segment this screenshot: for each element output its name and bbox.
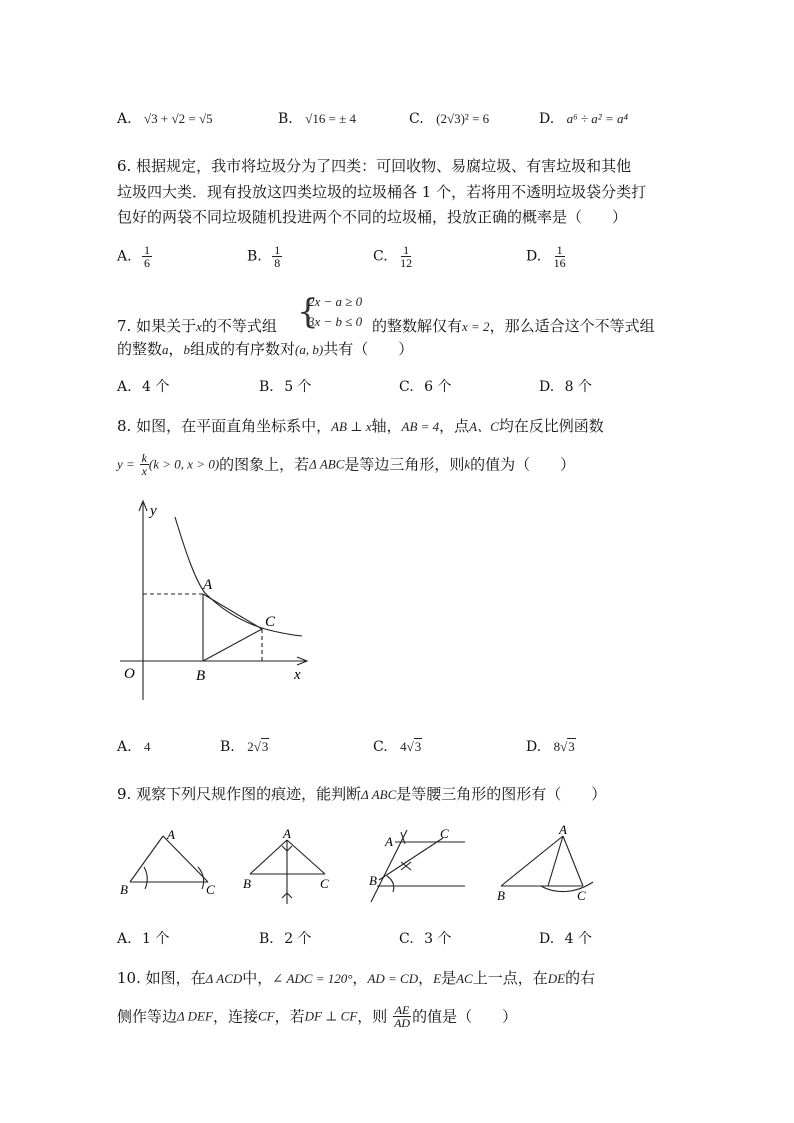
math: A、C xyxy=(469,419,499,434)
fraction-denominator: 8 xyxy=(274,256,281,270)
label-c: C xyxy=(440,826,449,841)
math: k xyxy=(464,456,471,472)
q7-option-d xyxy=(539,378,592,396)
fraction-numerator: 1 xyxy=(403,243,410,257)
option-label: C. xyxy=(399,379,414,395)
q6-option-a xyxy=(117,244,152,269)
function-lhs: y = xyxy=(117,456,135,472)
arc-cross-mark xyxy=(401,862,411,870)
text: 均在反比例函数 xyxy=(498,417,604,435)
option-coef: 4 xyxy=(400,739,407,754)
text: ，点 xyxy=(439,417,470,435)
text: ， xyxy=(418,969,434,987)
math: AB = 4 xyxy=(401,419,440,434)
option-label: B. xyxy=(259,379,274,395)
q7-system-line-1: 2x − a ≥ 0 xyxy=(308,294,363,309)
option-text: 6 个 xyxy=(424,379,452,395)
text: 的整数解仅有 xyxy=(372,317,463,335)
var: a xyxy=(162,342,169,357)
label-c: C xyxy=(265,614,276,630)
text: 是等边三角形，则 xyxy=(344,455,465,474)
option-label: C. xyxy=(373,739,388,755)
option-text: 5 个 xyxy=(284,379,312,395)
option-fraction xyxy=(142,244,152,269)
q8-option-c xyxy=(373,738,422,756)
text: 的右 xyxy=(565,969,596,987)
system-brace: { xyxy=(297,292,319,332)
option-label: B. xyxy=(220,739,235,755)
q9-option-a xyxy=(117,930,169,948)
q9-option-d xyxy=(539,930,592,948)
option-text: 8 个 xyxy=(564,379,592,395)
option-label: C. xyxy=(409,111,424,127)
q5-option-d xyxy=(539,110,628,128)
math: Δ DEF xyxy=(177,1008,213,1024)
text: 8. 如图，在平面直角坐标系中， xyxy=(117,417,332,435)
radicand: 3 xyxy=(261,739,269,754)
text: 9. 观察下列尺规作图的痕迹，能判断 xyxy=(117,785,362,803)
text: ，那么适合这个不等式组 xyxy=(489,317,655,335)
option-label: D. xyxy=(539,379,555,395)
side-ac xyxy=(163,836,208,882)
q10-line-2 xyxy=(117,1004,517,1029)
option-label: D. xyxy=(526,739,542,755)
q8-option-b xyxy=(220,738,269,756)
option-fraction xyxy=(272,244,282,269)
option-coef: 4 xyxy=(144,739,151,754)
label-o: O xyxy=(124,666,135,682)
label-x: x xyxy=(294,667,301,683)
ratio-fraction xyxy=(392,1004,412,1029)
q9-figure-3 xyxy=(365,822,470,906)
option-fraction xyxy=(398,244,414,269)
label-b: B xyxy=(120,882,128,897)
q9-line-1 xyxy=(117,784,606,805)
text: 中， xyxy=(242,969,273,987)
arc-mark-b xyxy=(387,876,394,892)
option-expr: a⁶ ÷ a² = a⁴ xyxy=(566,111,628,126)
option-expr: (2√3)² = 6 xyxy=(436,111,490,126)
option-label: B. xyxy=(247,248,262,265)
label-b: B xyxy=(243,876,251,891)
hyperbola-curve xyxy=(175,517,302,636)
option-expr: √16 = ± 4 xyxy=(305,111,357,126)
option-label: B. xyxy=(259,931,274,947)
arc-mark-b xyxy=(144,867,147,889)
option-expr: √3 + √2 = √5 xyxy=(144,111,213,126)
var: x xyxy=(196,319,202,334)
function-fraction xyxy=(140,452,149,477)
text: 的不等式组 xyxy=(201,317,277,335)
q8-line-1 xyxy=(117,416,604,437)
math: AC xyxy=(456,971,473,986)
text: 的值是（ ） xyxy=(412,1007,518,1026)
text: ，连接 xyxy=(212,1007,258,1026)
fraction-numerator: k xyxy=(141,451,147,465)
arc-mark-c xyxy=(198,867,204,889)
q10-line-1 xyxy=(117,968,595,989)
label-c: C xyxy=(320,876,329,891)
option-coef: 2 xyxy=(247,739,254,754)
q8-coordinate-figure xyxy=(110,495,320,710)
text: 是等腰三角形的图形有（ ） xyxy=(396,785,607,803)
var: b xyxy=(183,342,191,357)
q8-line-2 xyxy=(117,452,575,477)
radical-sign: √ xyxy=(406,739,414,754)
label-c: C xyxy=(577,888,586,903)
fraction-denominator: 16 xyxy=(553,256,566,270)
label-a: A xyxy=(203,577,213,593)
text: 轴， xyxy=(371,417,402,435)
segment-construction xyxy=(548,836,563,886)
fraction-denominator: 12 xyxy=(400,256,413,270)
text: 10. 如图，在 xyxy=(117,969,206,987)
fraction-numerator: 1 xyxy=(274,243,281,257)
fraction-numerator: 1 xyxy=(556,243,563,257)
q7-option-b xyxy=(259,378,312,396)
text: 侧作等边 xyxy=(117,1007,178,1026)
segment-ac xyxy=(203,594,262,629)
q7-option-a xyxy=(117,378,169,396)
text: 的图象上，若 xyxy=(219,455,310,474)
label-a: A xyxy=(385,834,393,849)
math: AB ⊥ x xyxy=(331,419,372,434)
text: ，则 xyxy=(357,1007,388,1026)
q7-option-c xyxy=(399,378,451,396)
solution: x = 2 xyxy=(462,319,490,334)
option-coef: 8 xyxy=(553,739,561,754)
option-text: 1 个 xyxy=(142,931,170,947)
text: ， xyxy=(168,340,184,358)
option-label: A. xyxy=(117,111,132,127)
text: ， xyxy=(352,969,368,987)
function-condition: (k > 0, x > 0) xyxy=(148,456,220,472)
text: 组成的有序数对 xyxy=(190,340,296,358)
label-a: A xyxy=(559,822,567,837)
q8-option-a xyxy=(117,738,151,756)
label-y: y xyxy=(150,503,157,519)
math: AD = CD xyxy=(367,971,419,986)
q9-figure-2 xyxy=(240,828,340,908)
q6-option-d xyxy=(526,244,568,269)
text: 的值为（ ） xyxy=(470,455,576,474)
option-text: 4 个 xyxy=(564,931,592,947)
radical-sign: √ xyxy=(253,739,261,754)
q7-line-2 xyxy=(117,339,413,360)
option-text: 4 个 xyxy=(142,379,170,395)
label-a: A xyxy=(167,827,175,842)
q6-option-c xyxy=(373,244,414,269)
text: 上一点，在 xyxy=(472,969,548,987)
q8-option-d xyxy=(526,738,576,756)
q9-option-b xyxy=(259,930,312,948)
option-text: 3 个 xyxy=(424,931,452,947)
side-ac xyxy=(563,836,583,886)
label-a: A xyxy=(283,828,291,841)
option-label: A. xyxy=(117,931,132,947)
label-c: C xyxy=(206,882,215,897)
fraction-denominator: 6 xyxy=(144,256,151,270)
segment-bc xyxy=(203,629,262,661)
option-label: D. xyxy=(539,931,555,947)
option-fraction xyxy=(552,244,568,269)
label-b: B xyxy=(497,888,505,903)
text: 7. 如果关于 xyxy=(117,317,197,335)
text: 的整数 xyxy=(117,340,163,358)
math: CF xyxy=(257,1008,275,1024)
label-b: B xyxy=(369,873,377,888)
text: 共有（ ） xyxy=(323,340,414,358)
fraction-numerator: AE xyxy=(394,1003,410,1017)
option-label: B. xyxy=(278,111,293,127)
math: ∠ ADC = 120° xyxy=(272,971,353,986)
math: Δ ACD xyxy=(205,971,243,986)
q9-figure-1 xyxy=(118,822,228,898)
side-ac xyxy=(287,840,325,874)
math: Δ ABC xyxy=(361,787,397,802)
q6-option-b xyxy=(247,244,282,269)
fraction-numerator: 1 xyxy=(144,243,151,257)
q9-figure-4 xyxy=(493,822,603,906)
text: 是 xyxy=(441,969,457,987)
q5-option-b xyxy=(278,110,356,128)
radical-sign: √ xyxy=(560,739,568,754)
q7-system-line-2: 3x − b ≤ 0 xyxy=(308,314,363,329)
q7-line-1-left xyxy=(117,316,277,337)
q6-line-2: 垃圾四大类．现有投放这四类垃圾的垃圾桶各 1 个，若将用不透明垃圾袋分类打 xyxy=(117,183,647,201)
option-label: A. xyxy=(117,379,132,395)
side-ab xyxy=(501,836,563,886)
option-label: C. xyxy=(399,931,414,947)
math: Δ ABC xyxy=(309,456,345,472)
option-text: 2 个 xyxy=(284,931,312,947)
option-label: A. xyxy=(117,248,132,265)
q9-option-c xyxy=(399,930,451,948)
text: ，若 xyxy=(274,1007,305,1026)
math: DE xyxy=(547,971,566,986)
option-label: C. xyxy=(373,248,388,265)
math: E xyxy=(433,971,442,986)
radicand: 3 xyxy=(414,739,422,754)
fraction-denominator: AD xyxy=(394,1016,411,1030)
q6-line-1: 6. 根据规定，我市将垃圾分为了四类：可回收物、易腐垃圾、有害垃圾和其他 xyxy=(117,157,632,175)
ordered-pair: (a, b) xyxy=(295,342,324,357)
radicand: 3 xyxy=(568,739,575,754)
q5-option-a xyxy=(117,110,213,128)
math: DF ⊥ CF xyxy=(304,1008,358,1024)
side-ab xyxy=(250,840,287,874)
option-label: D. xyxy=(539,111,555,127)
q6-line-3: 包好的两袋不同垃圾随机投进两个不同的垃圾桶，投放正确的概率是（ ） xyxy=(117,208,628,226)
q5-option-c xyxy=(409,110,489,128)
option-label: D. xyxy=(526,248,542,265)
label-b: B xyxy=(196,668,206,684)
fraction-denominator: x xyxy=(141,464,147,478)
option-label: A. xyxy=(117,739,132,755)
q7-line-1-right xyxy=(372,316,655,337)
